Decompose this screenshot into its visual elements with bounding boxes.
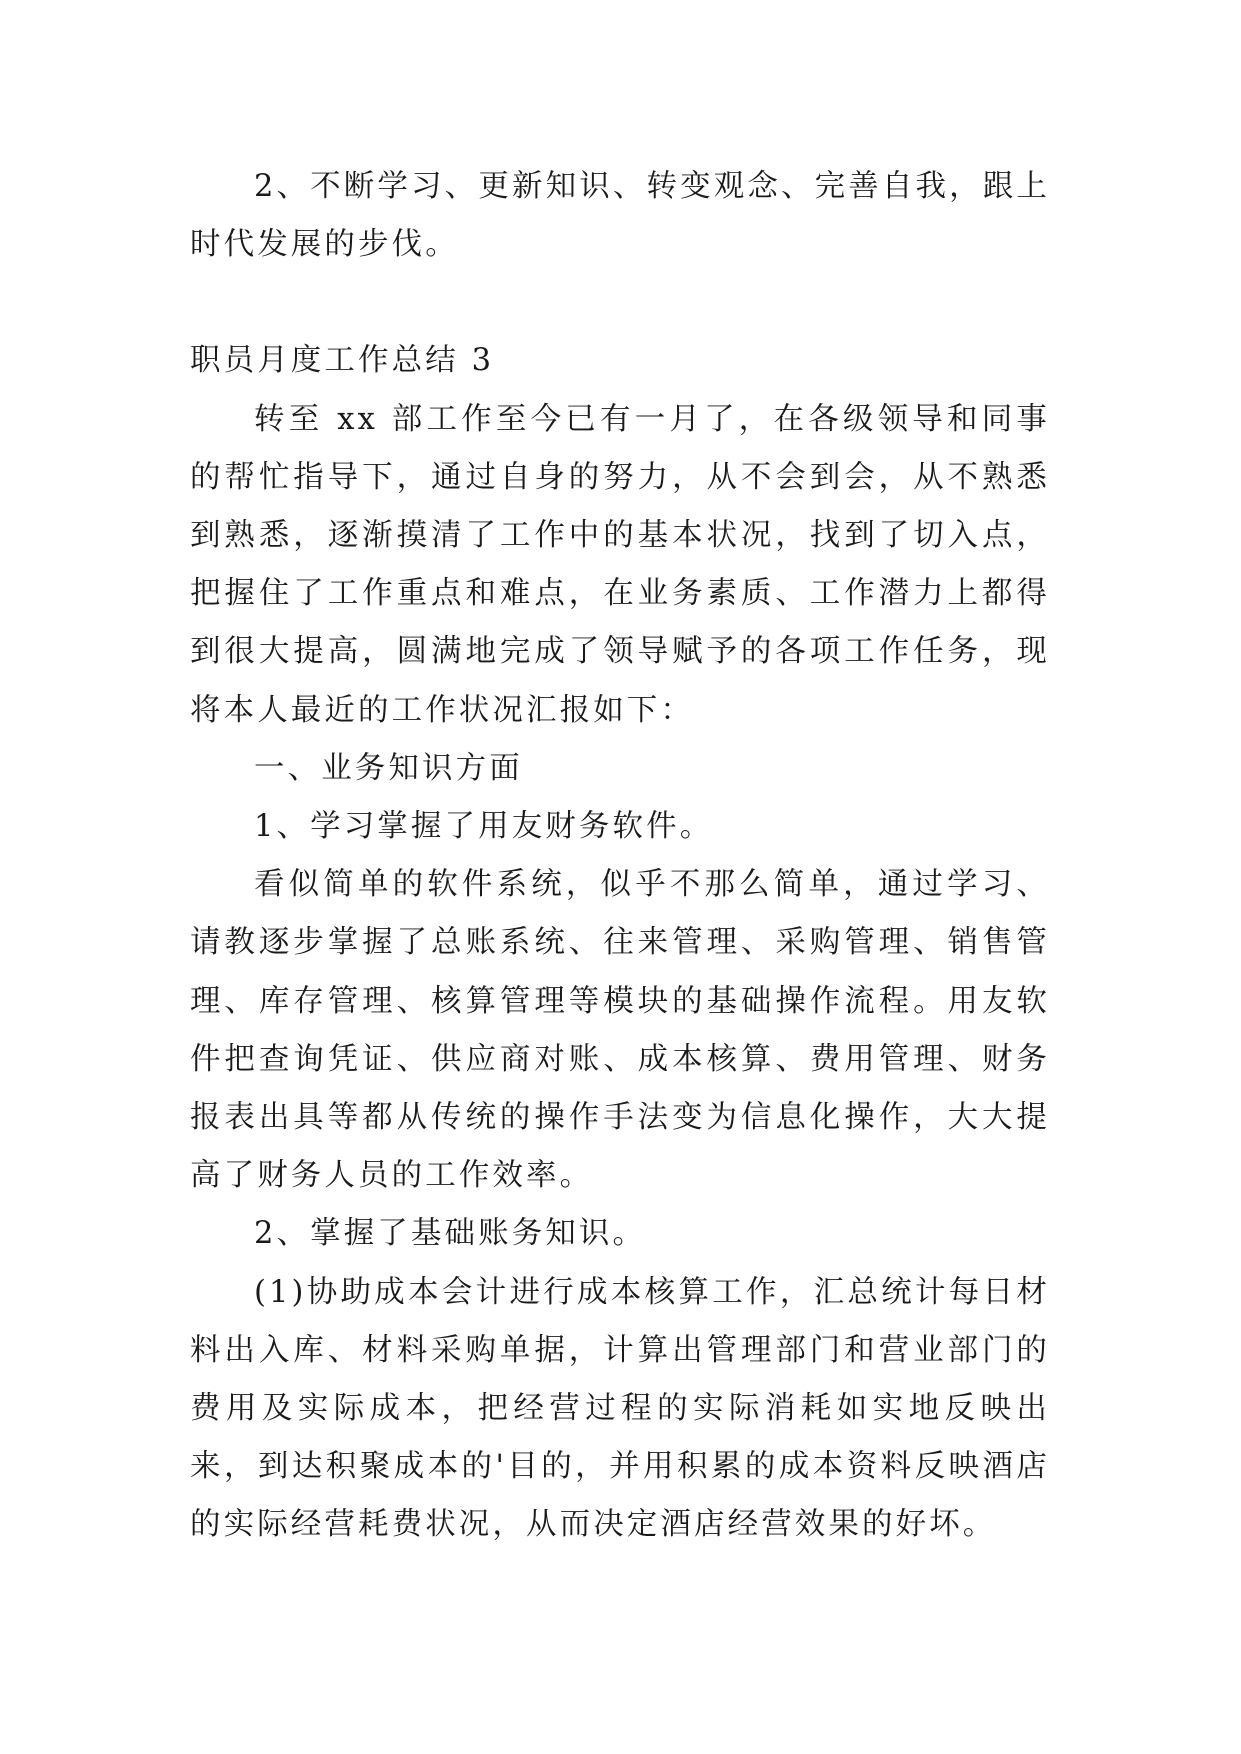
subheading-business-knowledge: 一、业务知识方面 (254, 750, 523, 786)
paragraph-intro: 转至 xx 部工作至今已有一月了，在各级领导和同事的帮忙指导下，通过自身的努力，从不会到会，从不熟悉到熟悉，逐渐摸清了工作中的基本状况，找到了切入点，把握住了工作重点和难点，在业务素质、工作潜力上都得到很大提高，圆满地完成了领导赋予的各项工作任务，现将本人最近的工作状况汇报如下： (190, 401, 1050, 728)
list-item-software: 1、学习掌握了用友财务软件。 (254, 809, 714, 845)
section-heading: 职员月度工作总结 3 (190, 343, 495, 379)
paragraph-software-detail: 看似简单的软件系统，似乎不那么简单，通过学习、请教逐步掌握了总账系统、往来管理、采购管理、销售管理、库存管理、核算管理等模块的基础操作流程。用友软件把查询凭证、供应商对账、成本核算、费用管理、财务报表出具等都从传统的操作手法变为信息化操作，大大提高了财务人员的工作效率。 (190, 867, 1050, 1194)
paragraph-cost-accounting: (1)协助成本会计进行成本核算工作，汇总统计每日材料出入库、材料采购单据，计算出管理部门和营业部门的费用及实际成本，把经营过程的实际消耗如实地反映出来，到达积聚成本的'目的，并用积累的成本资料反映酒店的实际经营耗费状况，从而决定酒店经营效果的好坏。 (190, 1274, 1050, 1543)
paragraph-study-item: 2、不断学习、更新知识、转变观念、完善自我，跟上时代发展的步伐。 (190, 169, 1050, 263)
paragraph-gap (190, 274, 1050, 332)
document-body (190, 158, 1050, 1555)
list-item-accounting: 2、掌握了基础账务知识。 (254, 1216, 647, 1252)
